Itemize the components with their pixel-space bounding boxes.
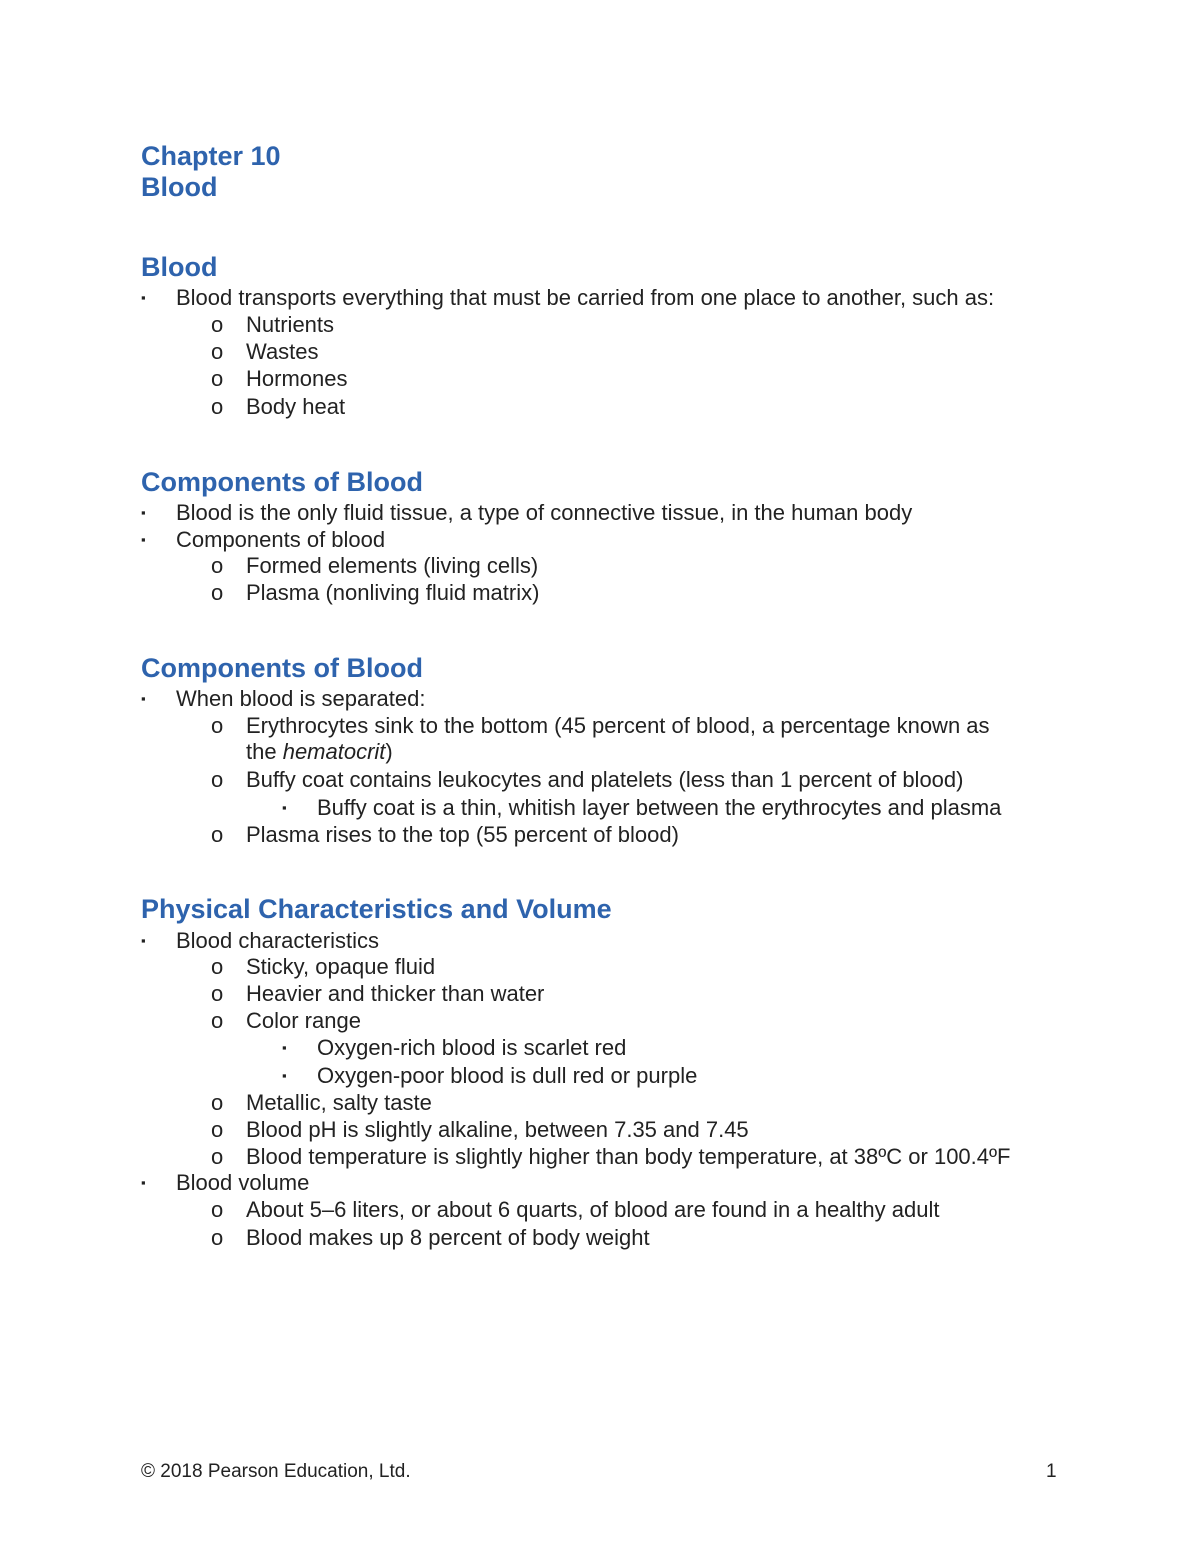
list-item-text: About 5–6 liters, or about 6 quarts, of blood are found in a healthy adult (246, 1197, 940, 1222)
list-item-text: Sticky, opaque fluid (246, 954, 436, 979)
circle-bullet-icon: o (211, 1197, 224, 1222)
section-heading-blood: Blood (141, 252, 218, 282)
list-item-text: Color range (246, 1008, 361, 1033)
list-item-text: Blood volume (176, 1170, 310, 1195)
circle-bullet-icon: o (211, 954, 224, 979)
list-item-text: Blood characteristics (176, 928, 379, 953)
section-heading-components-separation: Components of Blood (141, 653, 423, 683)
circle-bullet-icon: o (211, 366, 224, 391)
square-bullet-icon: ▪ (141, 532, 146, 547)
square-bullet-icon: ▪ (141, 1175, 146, 1190)
list-item-text: Erythrocytes sink to the bottom (45 percent of blood, a percentage known as (246, 713, 990, 738)
circle-bullet-icon: o (211, 767, 224, 792)
chapter-title: Blood (141, 172, 218, 202)
list-item-text: Blood temperature is slightly higher than body temperature, at 38ºC or 100.4ºF (246, 1144, 1011, 1169)
circle-bullet-icon: o (211, 713, 224, 738)
circle-bullet-icon: o (211, 1117, 224, 1142)
list-item-text: Metallic, salty taste (246, 1090, 432, 1115)
section-heading-physical: Physical Characteristics and Volume (141, 894, 612, 924)
list-item-text: Blood pH is slightly alkaline, between 7.35 and 7.45 (246, 1117, 749, 1142)
footer-page-number: 1 (1046, 1461, 1057, 1482)
circle-bullet-icon: o (211, 312, 224, 337)
list-item-text: Wastes (246, 339, 319, 364)
square-bullet-icon: ▪ (141, 290, 146, 305)
list-item-text: Heavier and thicker than water (246, 981, 545, 1006)
list-item-text: Plasma (nonliving fluid matrix) (246, 580, 540, 605)
square-bullet-icon: ▪ (141, 505, 146, 520)
circle-bullet-icon: o (211, 394, 224, 419)
circle-bullet-icon: o (211, 339, 224, 364)
list-item-text: Buffy coat is a thin, whitish layer between the erythrocytes and plasma (317, 795, 1002, 820)
square-bullet-icon: ▪ (141, 933, 146, 948)
footer-copyright: © 2018 Pearson Education, Ltd. (141, 1461, 411, 1482)
circle-bullet-icon: o (211, 981, 224, 1006)
list-item-text: Nutrients (246, 312, 335, 337)
list-item-text: When blood is separated: (176, 686, 426, 711)
circle-bullet-icon: o (211, 822, 224, 847)
list-item-text: Blood transports everything that must be carried from one place to another, such as: (176, 285, 995, 310)
circle-bullet-icon: o (211, 1090, 224, 1115)
list-item-text: Components of blood (176, 527, 386, 552)
circle-bullet-icon: o (211, 1225, 224, 1250)
square-bullet-icon: ▪ (282, 1068, 287, 1083)
circle-bullet-icon: o (211, 580, 224, 605)
list-item-text: Buffy coat contains leukocytes and platelets (less than 1 percent of blood) (246, 767, 964, 792)
list-item-text: Blood is the only fluid tissue, a type of connective tissue, in the human body (176, 500, 913, 525)
square-bullet-icon: ▪ (282, 800, 287, 815)
circle-bullet-icon: o (211, 1008, 224, 1033)
section-heading-components: Components of Blood (141, 467, 423, 497)
square-bullet-icon: ▪ (141, 691, 146, 706)
list-item-text: Formed elements (living cells) (246, 553, 539, 578)
circle-bullet-icon: o (211, 1144, 224, 1169)
list-item-text: Oxygen-poor blood is dull red or purple (317, 1063, 698, 1088)
chapter-number: Chapter 10 (141, 141, 281, 171)
list-item-text: Plasma rises to the top (55 percent of blood) (246, 822, 679, 847)
hematocrit-term: hematocrit (282, 739, 386, 764)
list-item-text: Blood makes up 8 percent of body weight (246, 1225, 650, 1250)
list-item-text: Body heat (246, 394, 346, 419)
list-item-text: Oxygen-rich blood is scarlet red (317, 1035, 627, 1060)
circle-bullet-icon: o (211, 553, 224, 578)
list-item-text: Hormones (246, 366, 348, 391)
list-item-text: the hematocrit) (246, 739, 393, 764)
square-bullet-icon: ▪ (282, 1040, 287, 1055)
